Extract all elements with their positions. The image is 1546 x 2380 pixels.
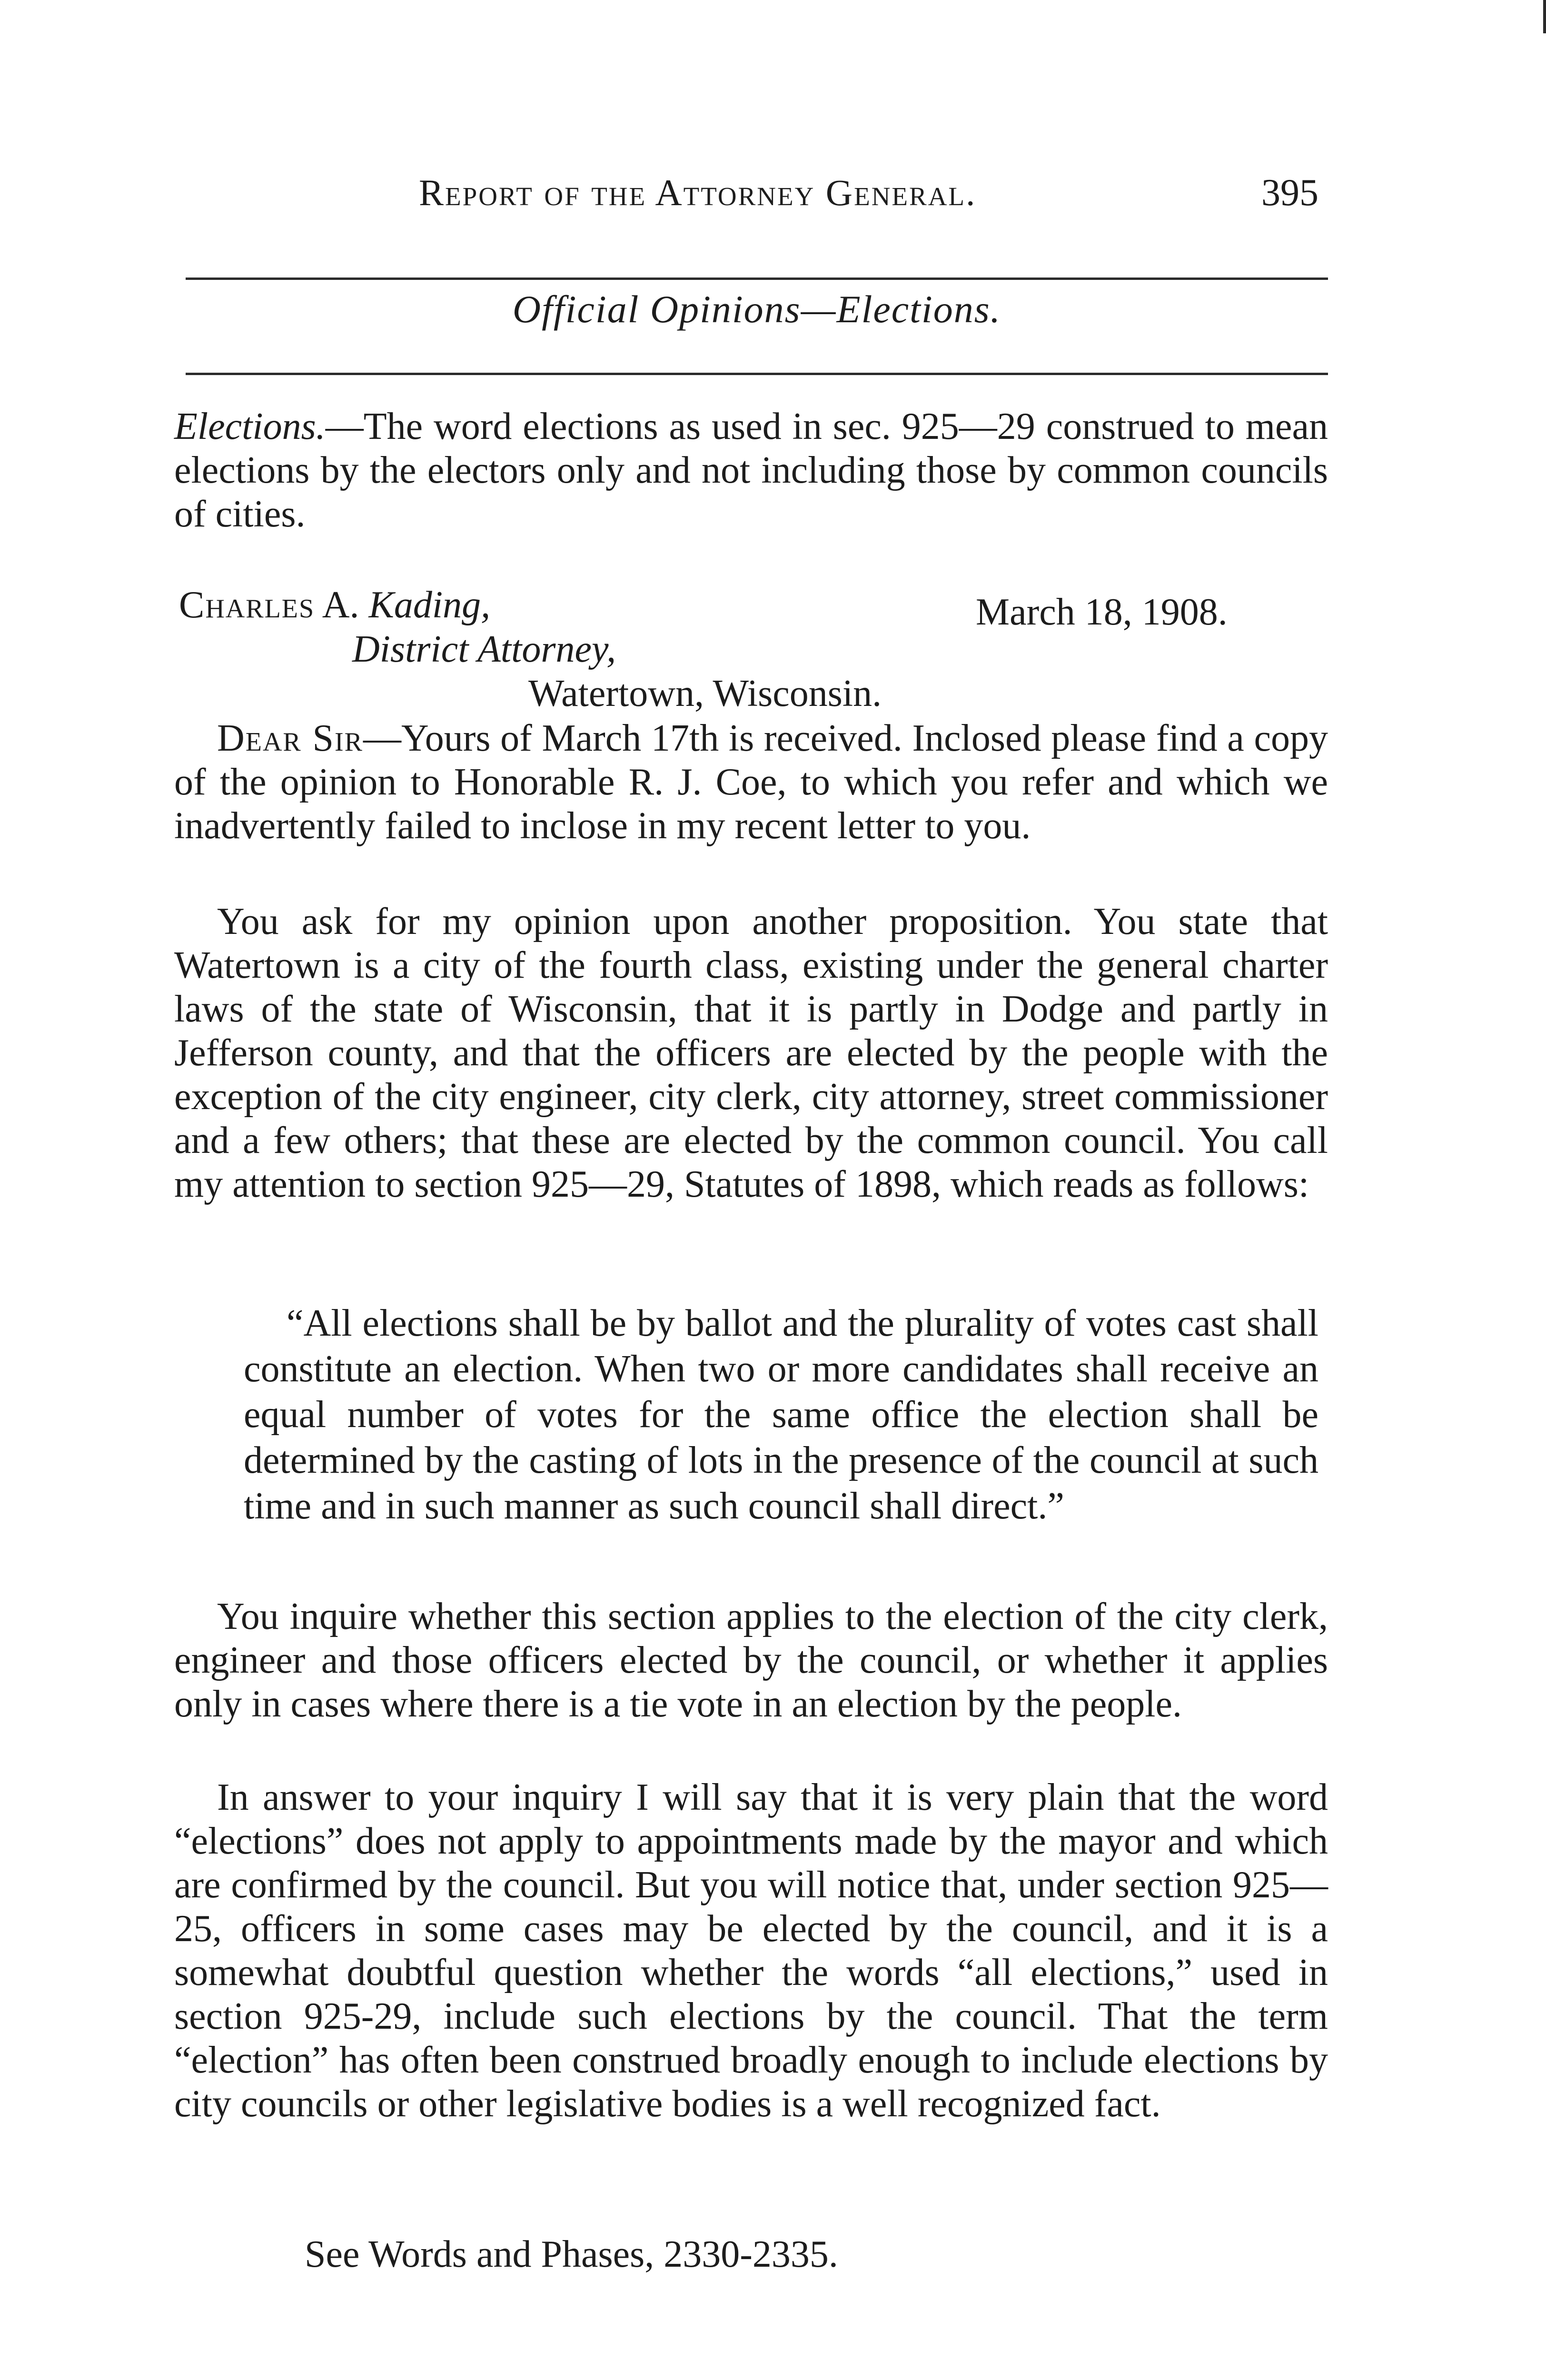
paragraph-1-text: —Yours of March 17th is received. Inclosed please find a copy of the opinion to Honorable R. J. Coe, to which you refer and which we inadvertently failed to inclose in my recent letter to you. (174, 717, 1328, 847)
addressee-location: Watertown, Wisconsin. (528, 673, 882, 714)
page-edge-mark (1543, 0, 1546, 33)
addressee-initial: A. (315, 584, 369, 626)
page-number: 395 (1261, 172, 1318, 214)
addressee-surname: Kading, (368, 584, 491, 626)
paragraph-4: In answer to your inquiry I will say that it is very plain that the word “elections” does not apply to appointments made by the mayor and which are confirmed by the council. But you will notice that, under section 925—25, officers in some cases may be elected by the council, and it is a somewhat doubtful question whether the words “all elections,” used in section 925-29, include such elections by the council. That the term “election” has often been construed broadly enough to include elections by city councils or other legislative bodies is a well recognized fact. (174, 1776, 1328, 2125)
paragraph-1 (174, 716, 1328, 848)
section-title: Official Opinions—Elections. (512, 288, 1001, 331)
addressee-first-name: Charles (179, 584, 315, 626)
addressee-line (179, 583, 490, 627)
paragraph-3: You inquire whether this section applies to the election of the city clerk, engineer and those officers elected by the council, or whether it applies only in cases where there is a tie vote in an election by the people. (174, 1596, 1328, 1725)
running-head: Report of the Attorney General. (419, 172, 977, 213)
statute-quotation: “All elections shall be by ballot and the plurality of votes cast shall constitute an election. When two or more candidates shall receive an equal number of votes for the same office the election shall be determined by the casting of lots in the presence of the council at such time and in such manner as such council shall direct.” (244, 1302, 1318, 1527)
top-rule (186, 278, 1328, 280)
addressee-title: District Attorney, (352, 628, 616, 670)
letter-date: March 18, 1908. (976, 591, 1228, 633)
bottom-rule (186, 373, 1328, 375)
salutation: Dear Sir (217, 717, 363, 759)
headnote-text: —The word elections as used in sec. 925—29 construed to mean elections by the electors only and not including those by common councils of cities. (174, 406, 1328, 535)
citation-line: See Words and Phases, 2330-2335. (305, 2233, 838, 2275)
headnote-lead: Elections. (174, 406, 326, 447)
paragraph-2: You ask for my opinion upon another proposition. You state that Watertown is a city of the fourth class, existing under the general charter laws of the state of Wisconsin, that it is partly in Dodge and partly in Jefferson county, and that the officers are elected by the people with the exception of the city engineer, city clerk, city attorney, street commissioner and a few others; that these are elected by the common council. You call my attention to section 925—29, Statutes of 1898, which reads as follows: (174, 901, 1328, 1205)
headnote (174, 405, 1328, 536)
